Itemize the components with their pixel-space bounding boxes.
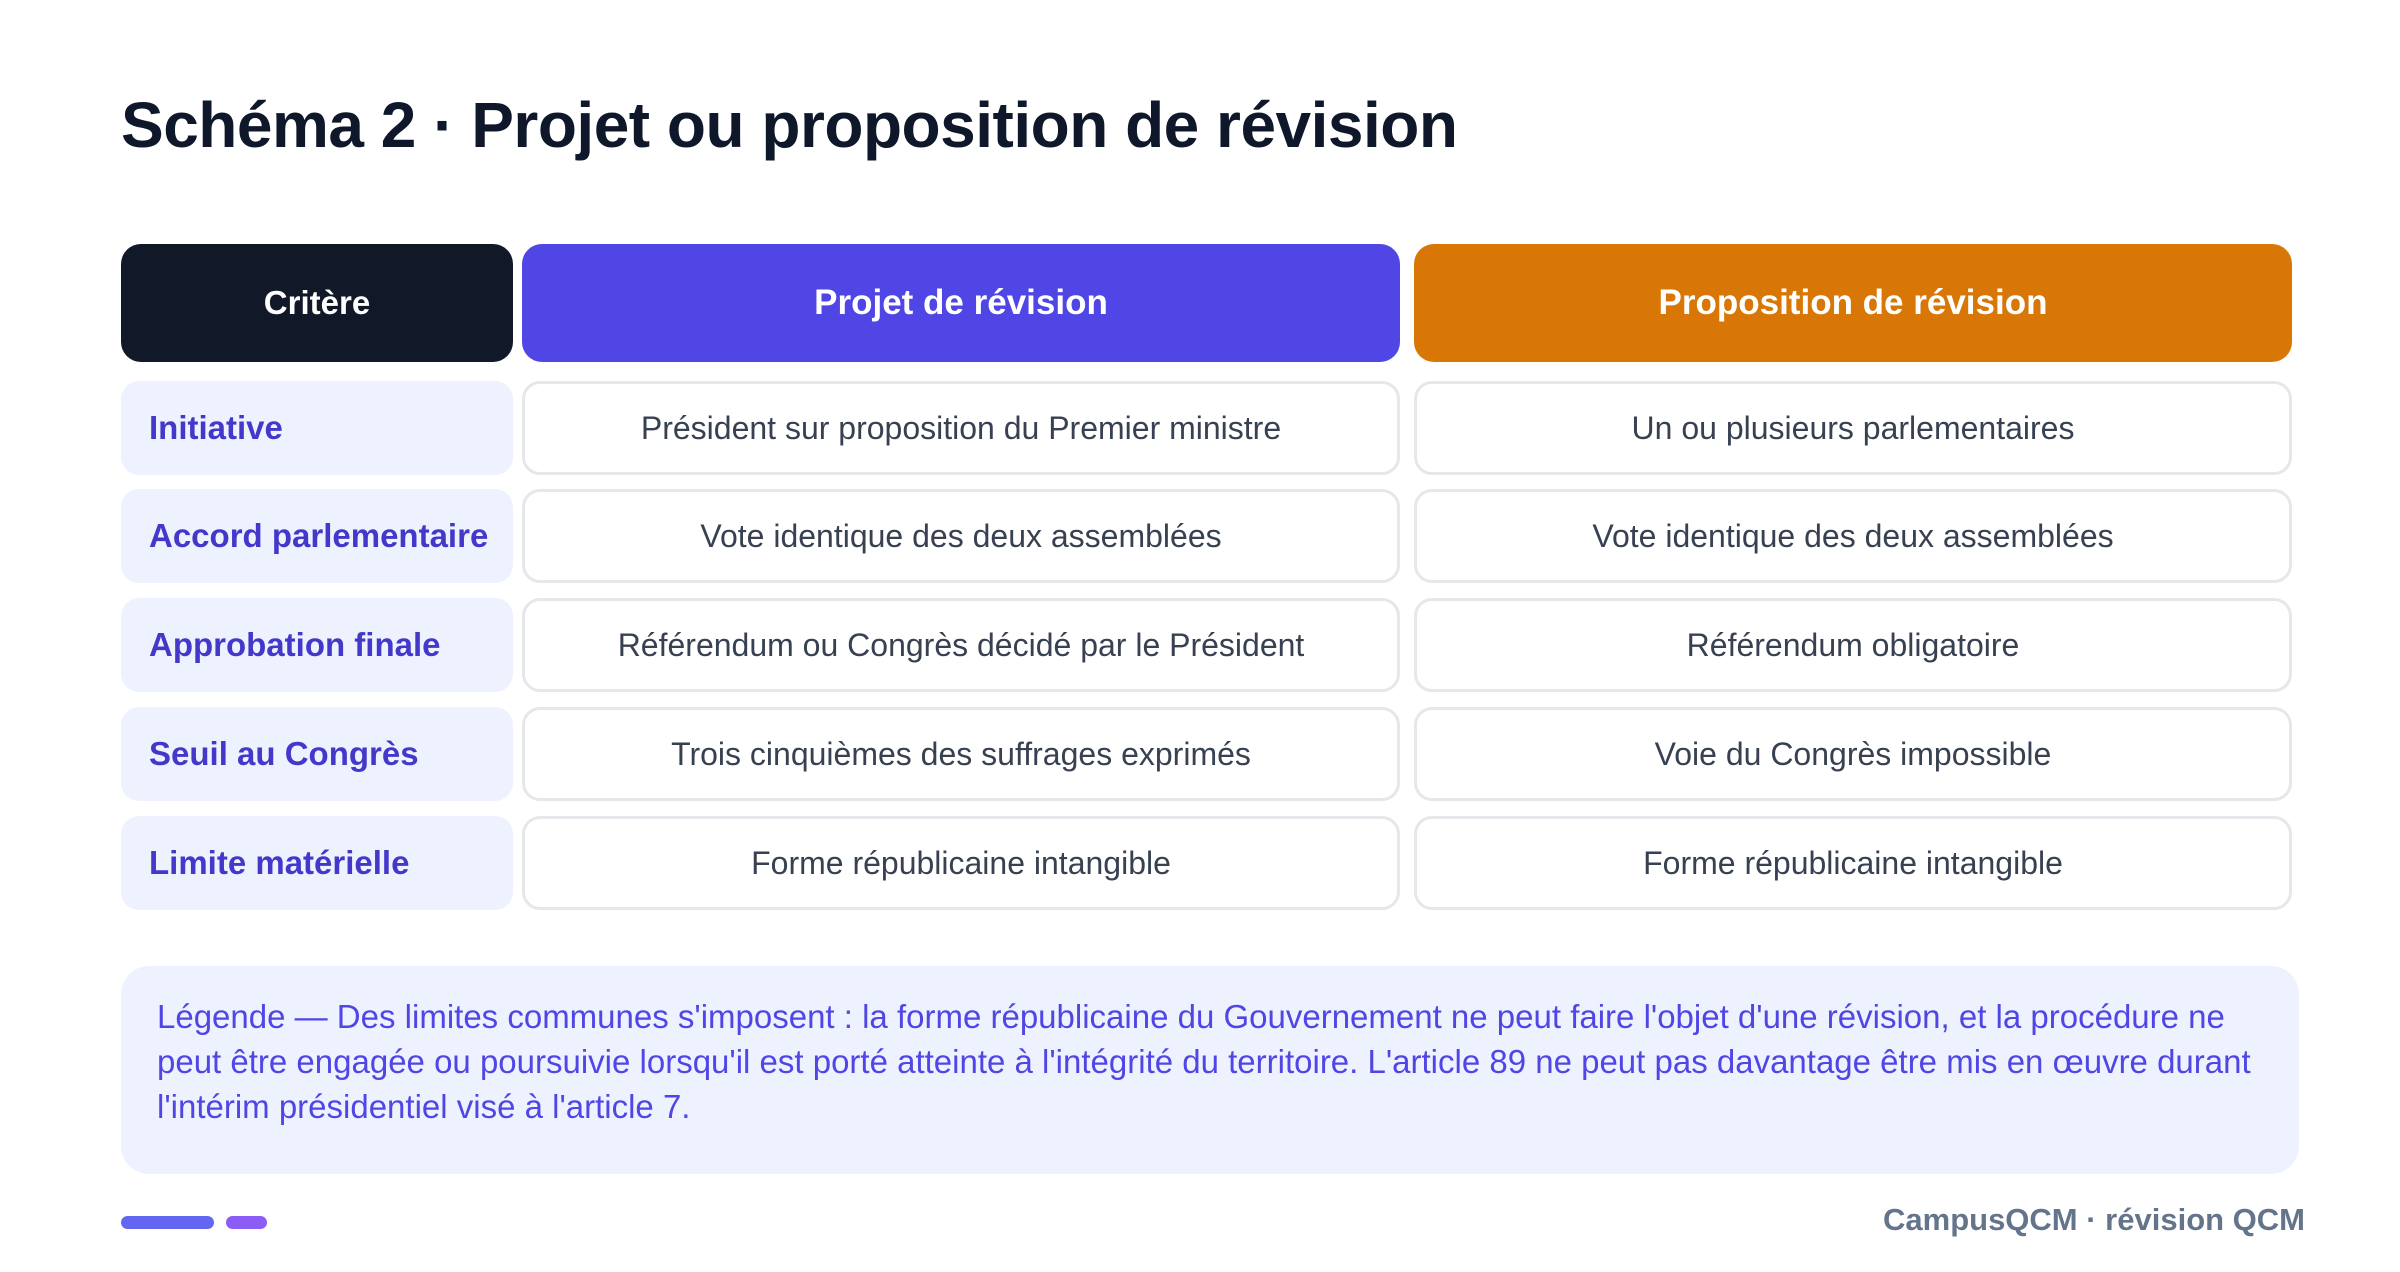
header-projet: Projet de révision bbox=[522, 244, 1400, 362]
row-criterion: Initiative bbox=[121, 381, 513, 475]
proposition-cell: Vote identique des deux assemblées bbox=[1414, 489, 2292, 583]
row-criterion: Seuil au Congrès bbox=[121, 707, 513, 801]
proposition-cell: Un ou plusieurs parlementaires bbox=[1414, 381, 2292, 475]
table-row bbox=[121, 707, 2291, 801]
projet-cell: Forme républicaine intangible bbox=[522, 816, 1400, 910]
header-critere: Critère bbox=[121, 244, 513, 362]
page-title: Schéma 2 · Projet ou proposition de révision bbox=[121, 89, 1458, 161]
proposition-cell: Voie du Congrès impossible bbox=[1414, 707, 2292, 801]
proposition-cell: Référendum obligatoire bbox=[1414, 598, 2292, 692]
projet-cell: Trois cinquièmes des suffrages exprimés bbox=[522, 707, 1400, 801]
legend-text: Légende — Des limites communes s'imposent : la forme républicaine du Gouvernement ne peut faire l'objet d'une révision, et la procédure ne peut être engagée ou poursuivie lorsqu'il est porté atteinte à l'intégrité du territoire. L'article 89 ne peut pas davantage être mis en œuvre durant l'intérim présidentiel visé à l'article 7. bbox=[157, 998, 2251, 1125]
row-criterion: Accord parlementaire bbox=[121, 489, 513, 583]
projet-cell: Référendum ou Congrès décidé par le Président bbox=[522, 598, 1400, 692]
table-row bbox=[121, 598, 2291, 692]
proposition-cell: Forme républicaine intangible bbox=[1414, 816, 2292, 910]
accent-bar-secondary bbox=[226, 1216, 267, 1229]
footer-brand: CampusQCM · révision QCM bbox=[1883, 1202, 2305, 1237]
row-criterion: Limite matérielle bbox=[121, 816, 513, 910]
table-row bbox=[121, 381, 2291, 475]
table-row bbox=[121, 489, 2291, 583]
legend-box bbox=[121, 966, 2299, 1174]
projet-cell: Vote identique des deux assemblées bbox=[522, 489, 1400, 583]
projet-cell: Président sur proposition du Premier ministre bbox=[522, 381, 1400, 475]
header-proposition: Proposition de révision bbox=[1414, 244, 2292, 362]
table-row bbox=[121, 816, 2291, 910]
row-criterion: Approbation finale bbox=[121, 598, 513, 692]
accent-bar-primary bbox=[121, 1216, 214, 1229]
